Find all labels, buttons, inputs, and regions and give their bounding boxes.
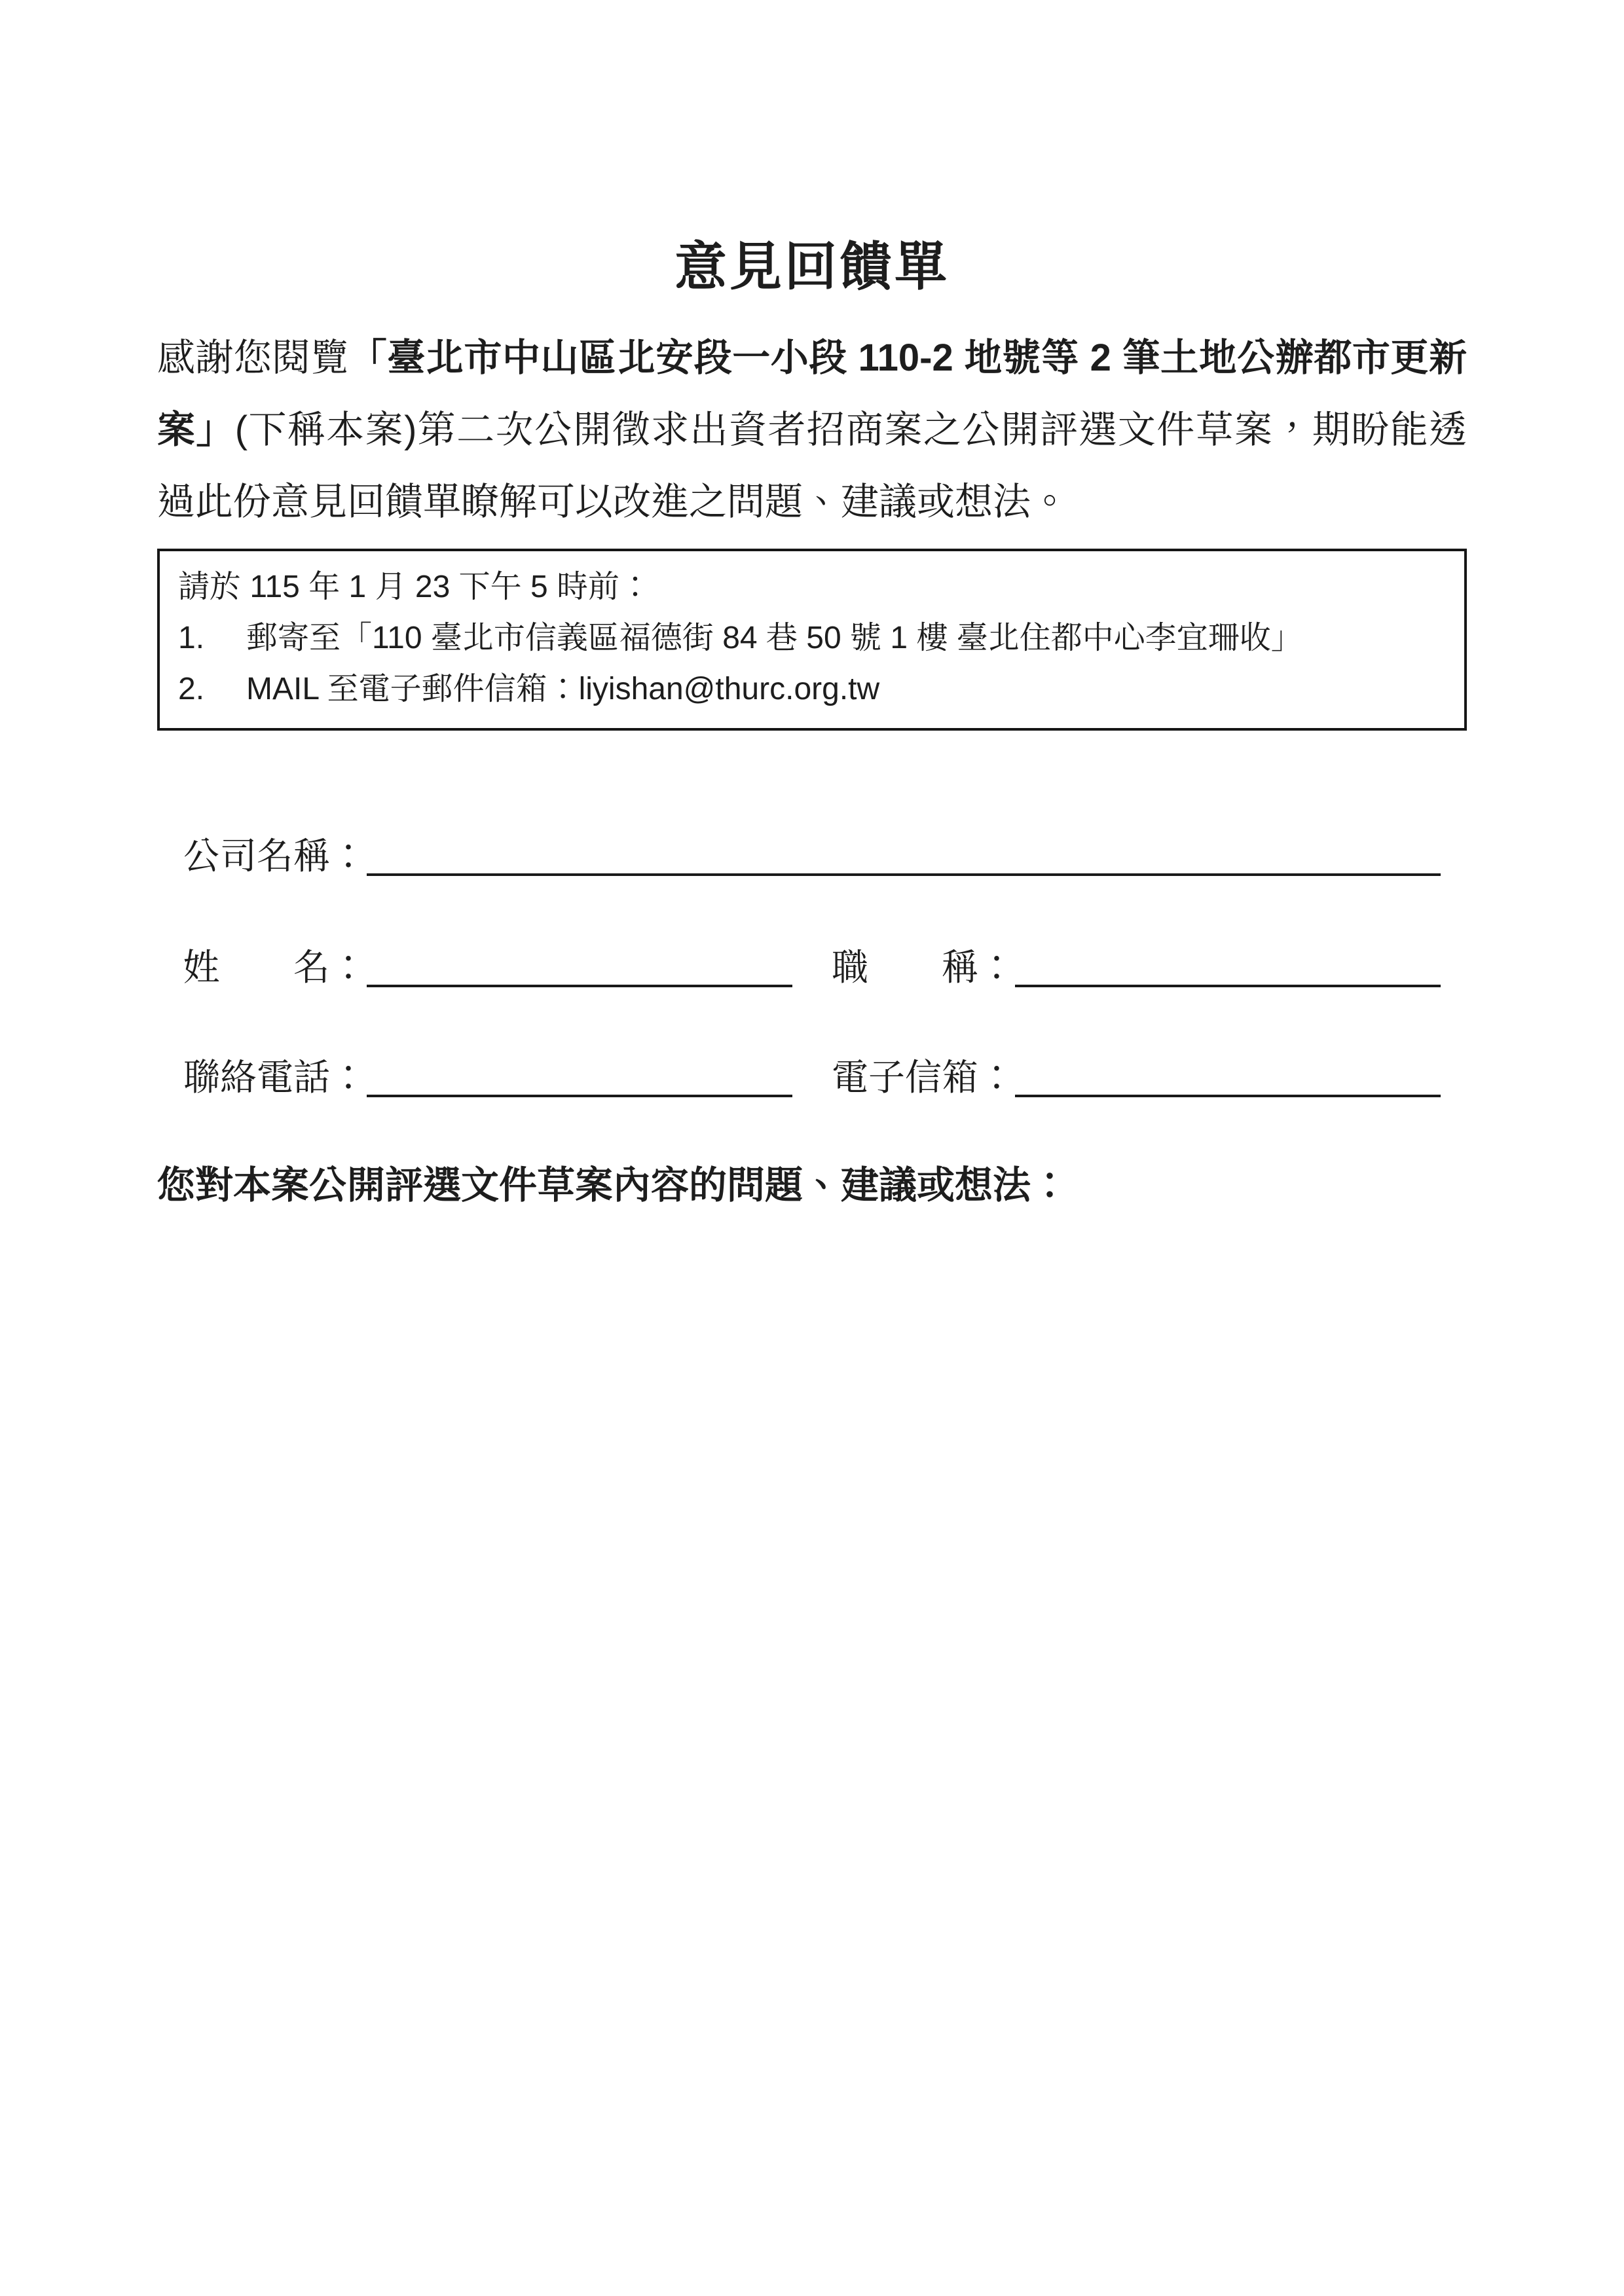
- name-field[interactable]: [367, 943, 792, 987]
- intro-paragraph: [157, 322, 1467, 538]
- email-field[interactable]: [1015, 1053, 1441, 1097]
- company-name-row: [183, 834, 1441, 876]
- project-name: 「臺北市中山區北安段一小段 110-2 地號等 2 筆土地公辦都市更新案」: [157, 337, 1467, 451]
- intro-text-prefix: 感謝您閱覽: [157, 337, 349, 379]
- list-item-number: 1.: [178, 621, 205, 655]
- name-and-title-row: [183, 945, 1441, 987]
- submission-instructions-box: [157, 549, 1467, 731]
- intro-text-suffix: (下稱本案)第二次公開徵求出資者招商案之公開評選文件草案，期盼能透過此份意見回饋單瞭解可以改進之問題、建議或想法。: [157, 409, 1467, 523]
- company-name-field[interactable]: [367, 831, 1441, 876]
- name-label: 姓 名：: [183, 947, 367, 989]
- contact-info-form: [183, 834, 1441, 1097]
- phone-and-email-row: [183, 1055, 1441, 1097]
- list-item-number: 2.: [178, 672, 205, 706]
- submission-method-mail: [178, 613, 1446, 664]
- mailing-address-text: 郵寄至「110 臺北市信義區福德街 84 巷 50 號 1 樓 臺北住都中心李宜珊收」: [246, 621, 1302, 655]
- company-name-label: 公司名稱：: [183, 835, 367, 877]
- email-address: liyishan@thurc.org.tw: [578, 672, 880, 706]
- page-title: 意見回饋單: [674, 238, 950, 296]
- question-heading: 您對本案公開評選文件草案內容的問題、建議或想法：: [157, 1164, 1069, 1207]
- email-label: 電子信箱：: [832, 1057, 1015, 1099]
- deadline-text: 請於 115 年 1 月 23 下午 5 時前：: [178, 570, 651, 604]
- job-title-label: 職 稱：: [832, 947, 1015, 989]
- email-instruction-label: MAIL 至電子郵件信箱：: [246, 672, 579, 706]
- job-title-field[interactable]: [1015, 943, 1441, 987]
- submission-method-email: [178, 664, 1446, 715]
- response-area[interactable]: [157, 1209, 1467, 2230]
- phone-label: 聯絡電話：: [183, 1057, 367, 1099]
- phone-field[interactable]: [367, 1053, 792, 1097]
- email-instruction-text: [246, 664, 1446, 715]
